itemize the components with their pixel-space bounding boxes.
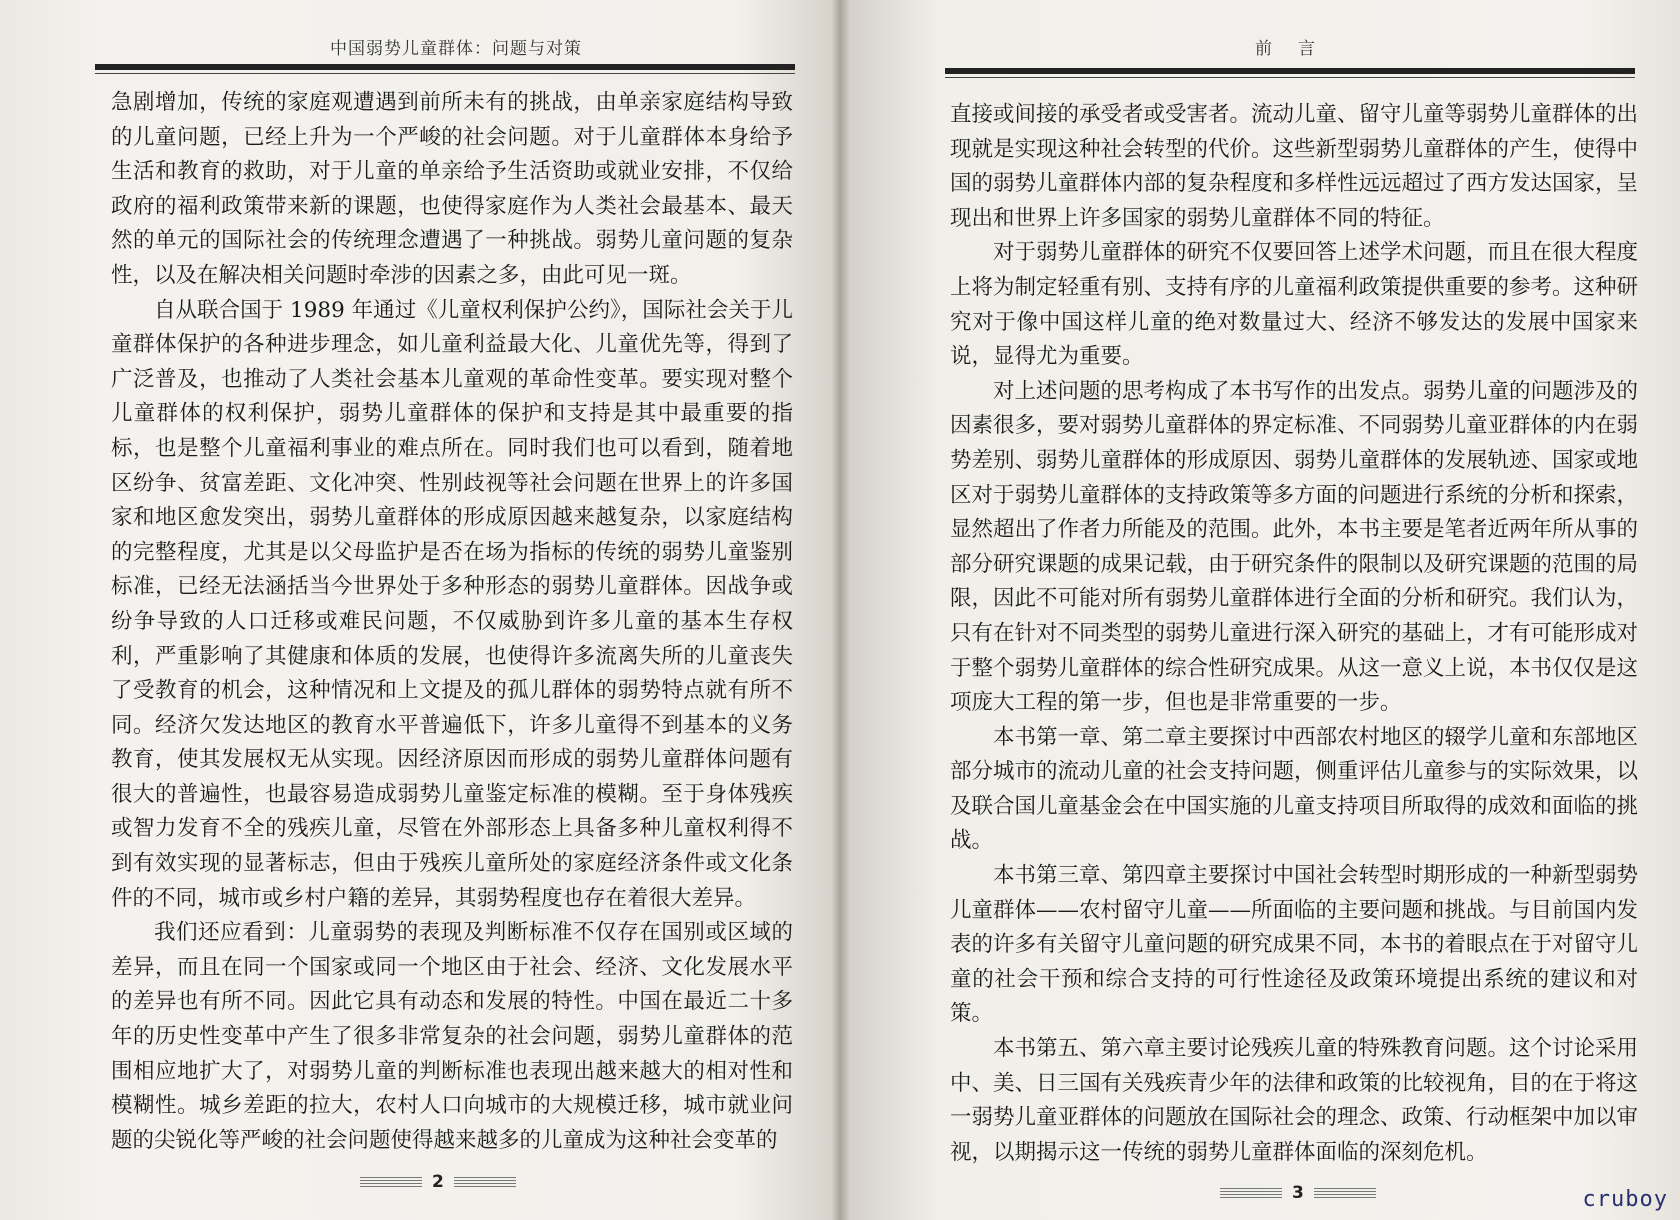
header-rule [945, 68, 1635, 74]
page-body [111, 86, 793, 1158]
right-page [840, 0, 1680, 1220]
folio-ornament-left [360, 1177, 422, 1187]
running-head: 前言 [1255, 39, 1341, 59]
page-footer [360, 1172, 516, 1192]
folio-ornament-right [1314, 1188, 1376, 1198]
paragraph: 急剧增加，传统的家庭观遭遇到前所未有的挑战，由单亲家庭结构导致的儿童问题，已经上升为一个严峻的社会问题。对于儿童群体本身给予生活和教育的救助，对于儿童的单亲给予生活资助或就业安排，不仅给政府的福利政策带来新的课题，也使得家庭作为人类社会最基本、最天然的单元的国际社会的传统理念遭遇了一种挑战。弱势儿童问题的复杂性，以及在解决相关问题时牵涉的因素之多，由此可见一斑。 [111, 90, 793, 288]
paragraph: 本书第五、第六章主要讨论残疾儿童的特殊教育问题。这个讨论采用中、美、日三国有关残疾青少年的法律和政策的比较视角，目的在于将这一弱势儿童亚群体的问题放在国际社会的理念、政策、行动框架中加以审视，以期揭示这一传统的弱势儿童群体面临的深刻危机。 [950, 1036, 1639, 1165]
paragraph: 本书第一章、第二章主要探讨中西部农村地区的辍学儿童和东部地区部分城市的流动儿童的社会支持问题，侧重评估儿童参与的实际效果，以及联合国儿童基金会在中国实施的儿童支持项目所取得的成效和面临的挑战。 [950, 724, 1639, 854]
folio-ornament-right [454, 1177, 516, 1187]
scanner-watermark: cruboy [1582, 1187, 1668, 1212]
header-rule [95, 64, 795, 70]
paragraph: 本书第三章、第四章主要探讨中国社会转型时期形成的一种新型弱势儿童群体——农村留守儿童——所面临的主要问题和挑战。与目前国内发表的许多有关留守儿童问题的研究成果不同，本书的着眼点在于对留守儿童的社会干预和综合支持的可行性途径及政策环境提出系统的建议和对策。 [950, 863, 1639, 1027]
paragraph: 对于弱势儿童群体的研究不仅要回答上述学术问题，而且在很大程度上将为制定轻重有别、支持有序的儿童福利政策提供重要的参考。这种研究对于像中国这样儿童的绝对数量过大、经济不够发达的发展中国家来说，显得尤为重要。 [950, 240, 1639, 370]
paragraph: 对上述问题的思考构成了本书写作的出发点。弱势儿童的问题涉及的因素很多，要对弱势儿童群体的界定标准、不同弱势儿童亚群体的内在弱势差别、弱势儿童群体的形成原因、弱势儿童群体的发展轨迹、国家或地区对于弱势儿童群体的支持政策等多方面的问题进行系统的分析和探索，显然超出了作者力所能及的范围。此外，本书主要是笔者近两年所从事的部分研究课题的成果记载，由于研究条件的限制以及研究课题的范围的局限，因此不可能对所有弱势儿童群体进行全面的分析和研究。我们认为，只有在针对不同类型的弱势儿童进行深入研究的基础上，才有可能形成对于整个弱势儿童群体的综合性研究成果。从这一意义上说，本书仅仅是这项庞大工程的第一步，但也是非常重要的一步。 [950, 378, 1639, 716]
paragraph: 自从联合国于 1989 年通过《儿童权利保护公约》，国际社会关于儿童群体保护的各种进步理念，如儿童利益最大化、儿童优先等，得到了广泛普及，也推动了人类社会基本儿童观的革命性变革。要实现对整个儿童群体的权利保护，弱势儿童群体的保护和支持是其中最重要的指标，也是整个儿童福利事业的难点所在。同时我们也可以看到，随着地区纷争、贫富差距、文化冲突、性别歧视等社会问题在世界上的许多国家和地区愈发突出，弱势儿童群体的形成原因越来越复杂，以家庭结构的完整程度，尤其是以父母监护是否在场为指标的传统的弱势儿童鉴别标准，已经无法涵括当今世界处于多种形态的弱势儿童群体。因战争或纷争导致的人口迁移或难民问题，不仅威胁到许多儿童的基本生存权利，严重影响了其健康和体质的发展，也使得许多流离失所的儿童丧失了受教育的机会，这种情况和上文提及的孤儿群体的弱势特点就有所不同。经济欠发达地区的教育水平普遍低下，许多儿童得不到基本的义务教育，使其发展权无从实现。因经济原因而形成的弱势儿童群体问题有很大的普遍性，也最容易造成弱势儿童鉴定标准的模糊。至于身体残疾或智力发育不全的残疾儿童，尽管在外部形态上具备多种儿童权利得不到有效实现的显著标志，但由于残疾儿童所处的家庭经济条件或文化条件的不同，城市或乡村户籍的差异，其弱势程度也存在着很大差异。 [111, 297, 793, 911]
page-body [950, 98, 1638, 1170]
page-number: 3 [1292, 1183, 1304, 1203]
page-footer [1220, 1183, 1376, 1203]
paragraph: 直接或间接的承受者或受害者。流动儿童、留守儿童等弱势儿童群体的出现就是实现这种社会转型的代价。这些新型弱势儿童群体的产生，使得中国的弱势儿童群体内部的复杂程度和多样性远远超过了西方发达国家，呈现出和世界上许多国家的弱势儿童群体不同的特征。 [950, 102, 1639, 231]
running-head: 中国弱势儿童群体：问题与对策 [330, 39, 582, 59]
page-number: 2 [432, 1172, 444, 1192]
paragraph: 我们还应看到：儿童弱势的表现及判断标准不仅存在国别或区域的差异，而且在同一个国家或同一个地区由于社会、经济、文化发展水平的差异也有所不同。因此它具有动态和发展的特性。中国在最近二十多年的历史性变革中产生了很多非常复杂的社会问题，弱势儿童群体的范围相应地扩大了，对弱势儿童的判断标准也表现出越来越大的相对性和模糊性。城乡差距的拉大，农村人口向城市的大规模迁移，城市就业问题的尖锐化等严峻的社会问题使得越来越多的儿童成为这种社会变革的 [111, 920, 793, 1153]
folio-ornament-left [1220, 1188, 1282, 1198]
